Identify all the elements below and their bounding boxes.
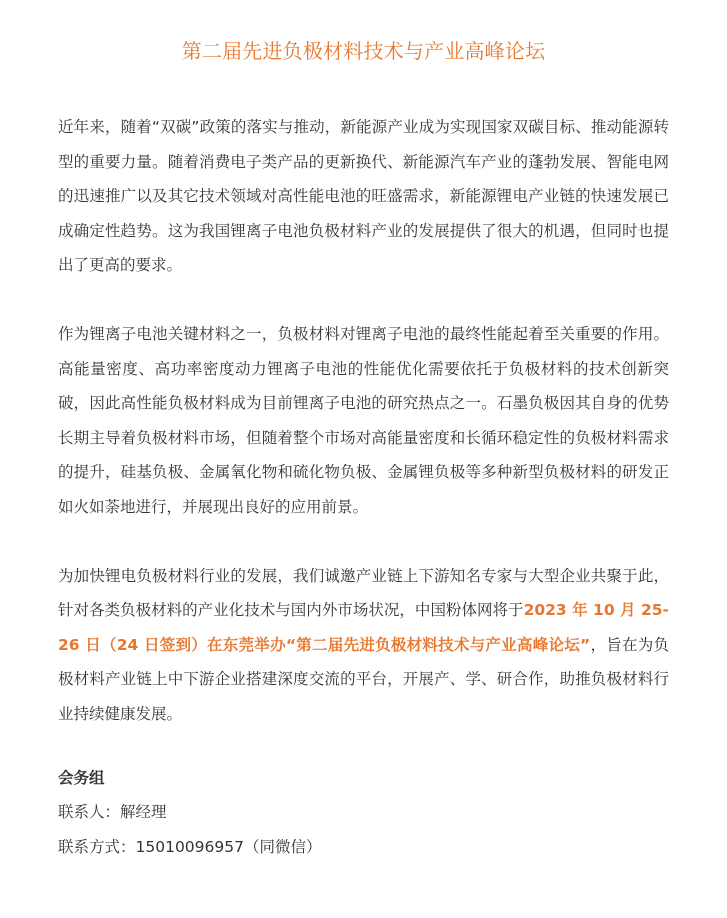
- paragraph-anode-materials: 作为锂离子电池关键材料之一，负极材料对锂离子电池的最终性能起着至关重要的作用。高能量密度、高功率密度动力锂离子电池的性能优化需要依托于负极材料的技术创新突破，因此高性能负极材料成为目前锂离子电池的研究热点之一。石墨负极因其自身的优势长期主导着负极材料市场，但随着整个市场对高能量密度和长循环稳定性的负极材料需求的提升，硅基负极、金属氧化物和硫化物负极、金属锂负极等多种新型负极材料的研发正如火如荼地进行，并展现出良好的应用前景。: [58, 324, 669, 516]
- announcement-text-after: ，旨在为负极材料产业链上中下游企业搭建深度交流的平台，开展产、学、研合作，助推负极材料行业持续健康发展。: [58, 635, 669, 723]
- paragraph-forum-announcement: [58, 559, 669, 732]
- forum-date-highlight: 2023 年 10 月 25-26 日（24 日签到）在东莞举办“第二届先进负极材料技术与产业高峰论坛”: [58, 601, 669, 654]
- page-title: 第二届先进负极材料技术与产业高峰论坛: [181, 39, 546, 63]
- contact-person: 联系人：解经理: [58, 802, 167, 821]
- contact-heading: 会务组: [58, 768, 105, 787]
- paragraph-intro: 近年来，随着“双碳”政策的落实与推动，新能源产业成为实现国家双碳目标、推动能源转型的重要力量。随着消费电子类产品的更新换代、新能源汽车产业的蓬勃发展、智能电网的迅速推广以及其它技术领域对高性能电池的旺盛需求，新能源锂电产业链的快速发展已成确定性趋势。这为我国锂离子电池负极材料产业的发展提供了很大的机遇，但同时也提出了更高的要求。: [58, 118, 669, 275]
- contact-method: 联系方式：15010096957（同微信）: [58, 837, 322, 856]
- announcement-text-before: 为加快锂电负极材料行业的发展，我们诚邀产业链上下游知名专家与大型企业共聚于此， 针对各类负极材料的产业化技术与国内外市场状况，中国粉体网将于: [58, 566, 669, 620]
